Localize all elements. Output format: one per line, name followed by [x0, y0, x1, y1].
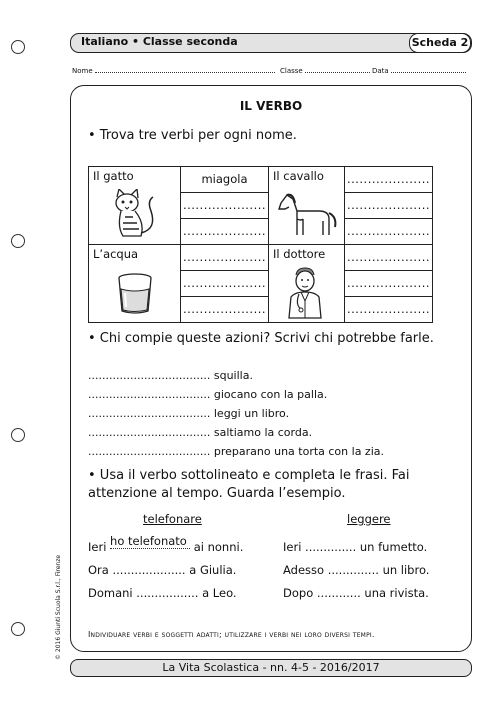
noun-label: Il dottore — [273, 247, 326, 261]
worksheet-frame — [70, 85, 472, 652]
binder-hole — [11, 622, 25, 636]
sentence-row[interactable] — [88, 586, 237, 600]
sentence-start: Ieri .............. — [283, 540, 357, 554]
sentence-end: un fumetto. — [359, 540, 428, 554]
noun-label: L’acqua — [93, 247, 139, 261]
binder-hole — [11, 428, 25, 442]
verb-heading-leggere: leggere — [347, 512, 391, 526]
name-field[interactable] — [95, 65, 275, 73]
header-bar — [70, 33, 472, 53]
sheet-label: Scheda 2 — [409, 33, 471, 53]
answer-line[interactable]: ................................... leggi un libro. — [88, 407, 290, 420]
sentence-row[interactable] — [88, 563, 236, 577]
blank-cell[interactable]: .................... — [345, 193, 433, 219]
noun-verb-table — [88, 166, 433, 323]
blank-cell[interactable]: .................... — [345, 245, 433, 271]
cat-icon — [111, 189, 161, 239]
blank-cell[interactable]: .................... — [181, 271, 269, 297]
sentence-start: Domani ................. — [88, 586, 199, 600]
sentence-row[interactable] — [283, 563, 429, 577]
noun-cell-dottore — [269, 245, 345, 323]
sentence-row — [88, 534, 244, 555]
given-verb: miagola — [201, 172, 248, 186]
noun-cell-gatto — [89, 167, 181, 245]
name-label: Nome — [72, 67, 93, 75]
verb-cell — [181, 167, 269, 193]
sentence-end: una rivista. — [364, 586, 429, 600]
answer-line[interactable]: ................................... preparano una torta con la zia. — [88, 445, 384, 458]
sentence-end: ai nonni. — [193, 540, 244, 554]
horse-icon — [277, 191, 339, 237]
sentence-start: Adesso .............. — [283, 563, 379, 577]
binder-hole — [11, 40, 25, 54]
doctor-icon — [287, 267, 323, 319]
sentence-row[interactable] — [283, 586, 429, 600]
subject-label: Italiano • Classe seconda — [81, 35, 238, 48]
sentence-start: Ora .................... — [88, 563, 186, 577]
blank-cell[interactable]: .................... — [345, 271, 433, 297]
date-field[interactable] — [391, 65, 466, 73]
exercise3-instruction-line1: • Usa il verbo sottolineato e completa le frasi. Fai — [88, 468, 410, 483]
answer-line[interactable]: ................................... saltiamo la corda. — [88, 426, 313, 439]
sentence-row[interactable] — [283, 540, 427, 554]
blank-cell[interactable]: .................... — [181, 297, 269, 323]
blank-cell[interactable]: .................... — [181, 245, 269, 271]
class-label: Classe — [280, 67, 303, 75]
answer-line[interactable]: ................................... giocano con la palla. — [88, 388, 328, 401]
sentence-start: Ieri — [88, 540, 107, 554]
exercise3-instruction-line2: attenzione al tempo. Guarda l’esempio. — [88, 486, 346, 501]
exercise2-instruction: • Chi compie queste azioni? Scrivi chi potrebbe farle. — [88, 331, 434, 346]
footer-bar: La Vita Scolastica - nn. 4-5 - 2016/2017 — [70, 659, 472, 677]
sentence-end: a Leo. — [202, 586, 237, 600]
teacher-note: Individuare verbi e soggetti adatti; utilizzare i verbi nei loro diversi tempi. — [88, 630, 375, 639]
date-label: Data — [372, 67, 389, 75]
blank-cell[interactable]: .................... — [345, 219, 433, 245]
blank-cell[interactable]: .................... — [181, 219, 269, 245]
blank-cell[interactable]: .................... — [345, 297, 433, 323]
noun-cell-cavallo — [269, 167, 345, 245]
binder-hole — [11, 234, 25, 248]
verb-heading-telefonare: telefonare — [143, 512, 202, 526]
noun-label: Il gatto — [93, 169, 134, 183]
noun-cell-acqua — [89, 245, 181, 323]
example-answer: ho telefonato — [110, 534, 190, 549]
blank-cell[interactable]: .................... — [181, 193, 269, 219]
sentence-end: un libro. — [382, 563, 430, 577]
answer-line[interactable]: ................................... squilla. — [88, 369, 253, 382]
sentence-end: a Giulia. — [189, 563, 237, 577]
sentence-start: Dopo ............ — [283, 586, 361, 600]
blank-cell[interactable]: .................... — [345, 167, 433, 193]
water-glass-icon — [115, 273, 155, 315]
class-field[interactable] — [305, 65, 370, 73]
exercise1-instruction: • Trova tre verbi per ogni nome. — [88, 128, 297, 143]
page-title: IL VERBO — [239, 99, 303, 113]
noun-label: Il cavallo — [273, 169, 324, 183]
copyright: © 2016 Giunti Scuola S.r.l., Firenze — [55, 554, 62, 660]
